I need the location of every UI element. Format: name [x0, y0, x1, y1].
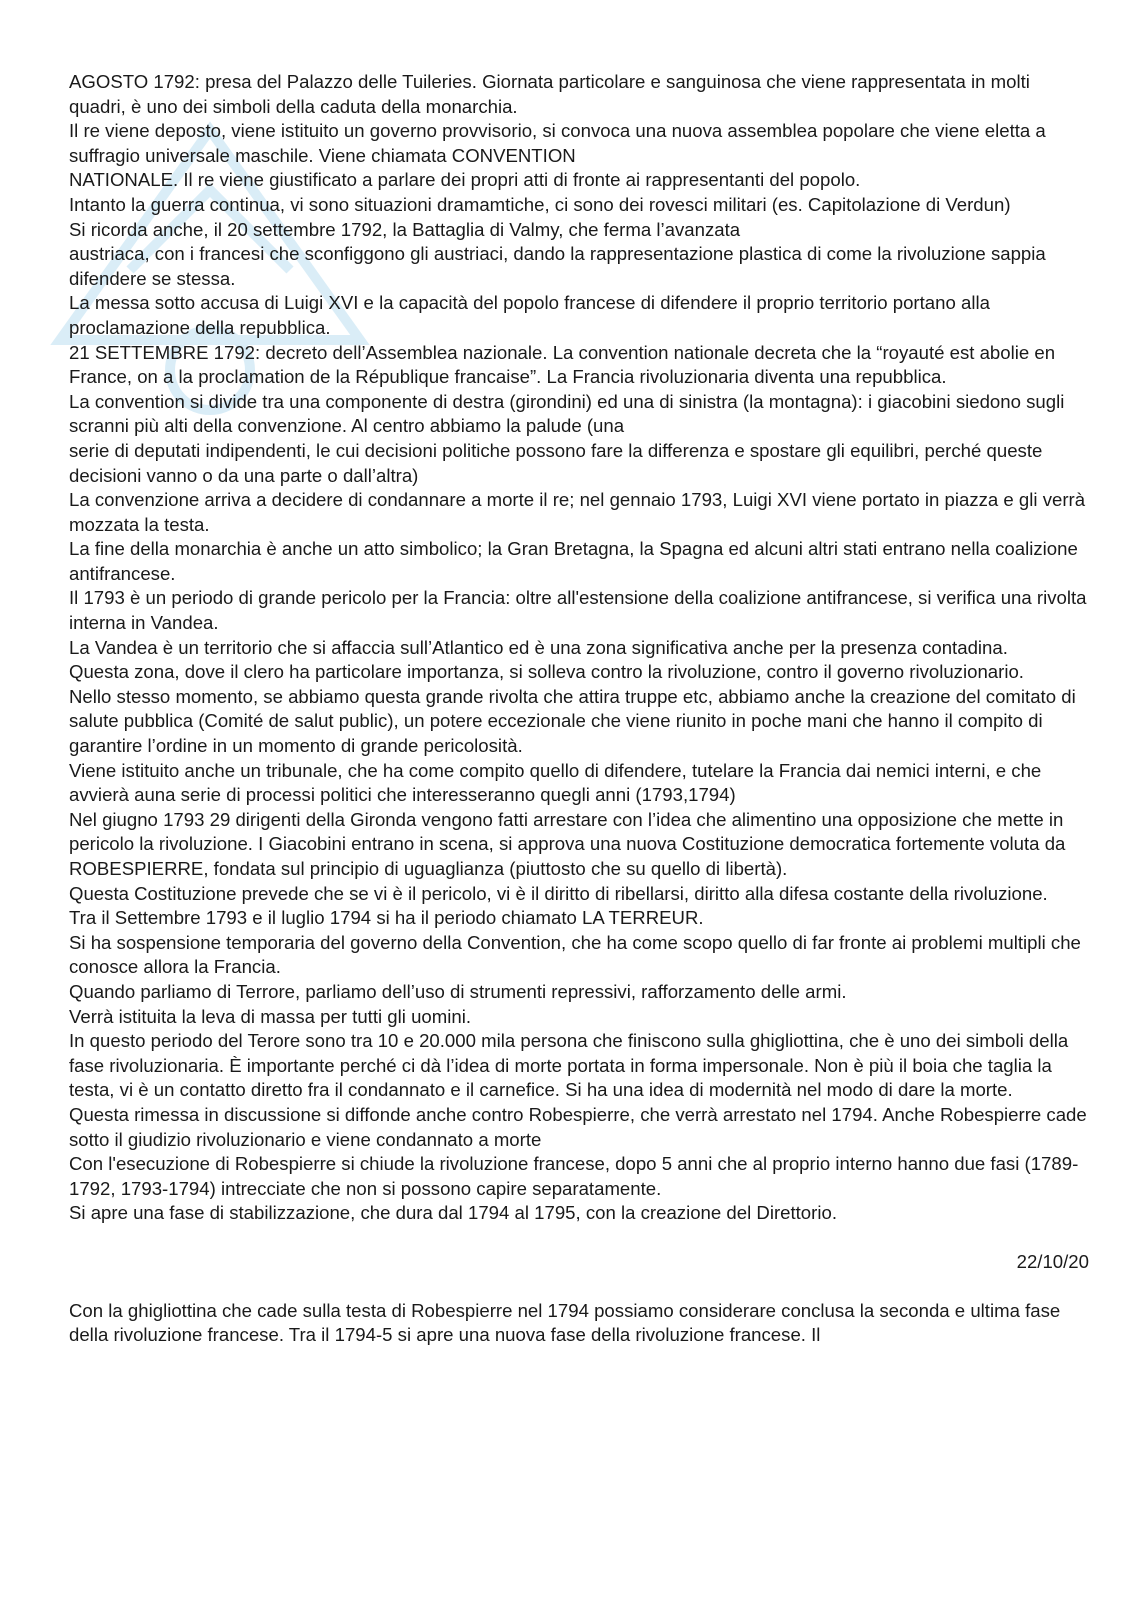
paragraph: Quando parliamo di Terrore, parliamo dell’uso di strumenti repressivi, rafforzamento delle armi.	[69, 980, 847, 1002]
document-body	[69, 70, 1089, 1348]
closing-paragraph: Con la ghigliottina che cade sulla testa di Robespierre nel 1794 possiamo considerare conclusa la seconda e ultima fase della rivoluzione francese. Tra il 1794-5 si apre una nuova fase della rivoluzione francese. Il	[69, 1299, 1061, 1346]
paragraph: Si ricorda anche, il 20 settembre 1792, la Battaglia di Valmy, che ferma l’avanzata	[69, 218, 741, 240]
paragraph: Questa zona, dove il clero ha particolare importanza, si solleva contro la rivoluzione, contro il governo rivoluzionario.	[69, 661, 1024, 683]
paragraph: La messa sotto accusa di Luigi XVI e la capacità del popolo francese di difendere il proprio territorio portano alla proclamazione della repubblica.	[69, 292, 990, 338]
paragraph: Questa rimessa in discussione si diffonde anche contro Robespierre, che verrà arrestato nel 1794. Anche Robespierre cade sotto il giudizio rivoluzionario e viene condannato a morte	[69, 1103, 1087, 1150]
paragraph: Il re viene deposto, viene istituito un governo provvisorio, si convoca una nuova assemblea popolare che viene eletta a suffragio universale maschile. Viene chiamata CONVENTION	[69, 120, 1046, 166]
paragraph: Si ha sospensione temporaria del governo della Convention, che ha come scopo quello di far fronte ai problemi multipli che conosce allora la Francia.	[69, 931, 1081, 978]
paragraph: Tra il Settembre 1793 e il luglio 1794 si ha il periodo chiamato LA TERREUR.	[69, 907, 704, 929]
paragraph: Nel giugno 1793 29 dirigenti della Gironda vengono fatti arrestare con l’idea che alimentino una opposizione che mette in pericolo la rivoluzione. I Giacobini entrano in scena, si approva una nuova Costituzione democratica fortemente voluta da ROBESPIERRE, fondata sul principio di uguaglianza (piuttosto che su quello di libertà).	[69, 808, 1066, 879]
paragraph: 21 SETTEMBRE 1792: decreto dell’Assemblea nazionale. La convention nationale decreta che la “royauté est abolie en France, on a la proclamation de la République francaise”. La Francia rivoluzionaria diventa una repubblica.	[69, 341, 1056, 388]
paragraph: La convenzione arriva a decidere di condannare a morte il re; nel gennaio 1793, Luigi XVI viene portato in piazza e gli verrà mozzata la testa.	[69, 489, 1086, 535]
paragraph: Intanto la guerra continua, vi sono situazioni dramamtiche, ci sono dei rovesci militari (es. Capitolazione di Verdun)	[69, 193, 1011, 215]
paragraph: La Vandea è un territorio che si affaccia sull’Atlantico ed è una zona significativa anche per la presenza contadina.	[69, 636, 1008, 658]
paragraph: NATIONALE. Il re viene giustificato a parlare dei propri atti di fronte ai rappresentanti del popolo.	[69, 169, 861, 191]
paragraph: Verrà istituita la leva di massa per tutti gli uomini.	[69, 1005, 472, 1027]
paragraph: serie di deputati indipendenti, le cui decisioni politiche possono fare la differenza e spostare gli equilibri, perché queste decisioni vanno o da una parte o dall’altra)	[69, 439, 1043, 486]
paragraph: La convention si divide tra una componente di destra (girondini) ed una di sinistra (la montagna): i giacobini siedono sugli scranni più alti della convenzione. Al centro abbiamo la palude (una	[69, 390, 1065, 437]
paragraph: Si apre una fase di stabilizzazione, che dura dal 1794 al 1795, con la creazione del Direttorio.	[69, 1202, 837, 1224]
paragraph: In questo periodo del Terore sono tra 10 e 20.000 mila persona che finiscono sulla ghigliottina, che è uno dei simboli della fase rivoluzionaria. È importante perché ci dà l’idea di morte portata in forma impersonale. Non è più il boia che taglia la testa, vi è un contatto diretto fra il condannato e il carnefice. Si ha una idea di modernità nel modo di dare la morte.	[69, 1030, 1069, 1101]
paragraph: austriaca, con i francesi che sconfiggono gli austriaci, dando la rappresentazione plastica di come la rivoluzione sappia difendere se stessa.	[69, 243, 1046, 289]
paragraph: Questa Costituzione prevede che se vi è il pericolo, vi è il diritto di ribellarsi, diritto alla difesa costante della rivoluzione.	[69, 882, 1048, 904]
lecture-date: 22/10/20	[1016, 1250, 1089, 1272]
paragraph: Con l'esecuzione di Robespierre si chiude la rivoluzione francese, dopo 5 anni che al proprio interno hanno due fasi (1789-1792, 1793-1794) intrecciate che non si possono capire separatamente.	[69, 1153, 1079, 1199]
paragraph: La fine della monarchia è anche un atto simbolico; la Gran Bretagna, la Spagna ed alcuni altri stati entrano nella coalizione antifrancese.	[69, 538, 1078, 584]
paragraph: Nello stesso momento, se abbiamo questa grande rivolta che attira truppe etc, abbiamo anche la creazione del comitato di salute pubblica (Comité de salut public), un potere eccezionale che viene riunito in poche mani che hanno il compito di garantire l’ordine in un momento di grande pericolosità.	[69, 685, 1076, 757]
paragraph: Il 1793 è un periodo di grande pericolo per la Francia: oltre all'estensione della coalizione antifrancese, si verifica una rivolta interna in Vandea.	[69, 587, 1087, 634]
paragraph: AGOSTO 1792: presa del Palazzo delle Tuileries. Giornata particolare e sanguinosa che viene rappresentata in molti quadri, è uno dei simboli della caduta della monarchia.	[69, 71, 1030, 117]
paragraph: Viene istituito anche un tribunale, che ha come compito quello di difendere, tutelare la Francia dai nemici interni, e che avvierà auna serie di processi politici che interesseranno quegli anni (1793,1794)	[69, 759, 1042, 806]
